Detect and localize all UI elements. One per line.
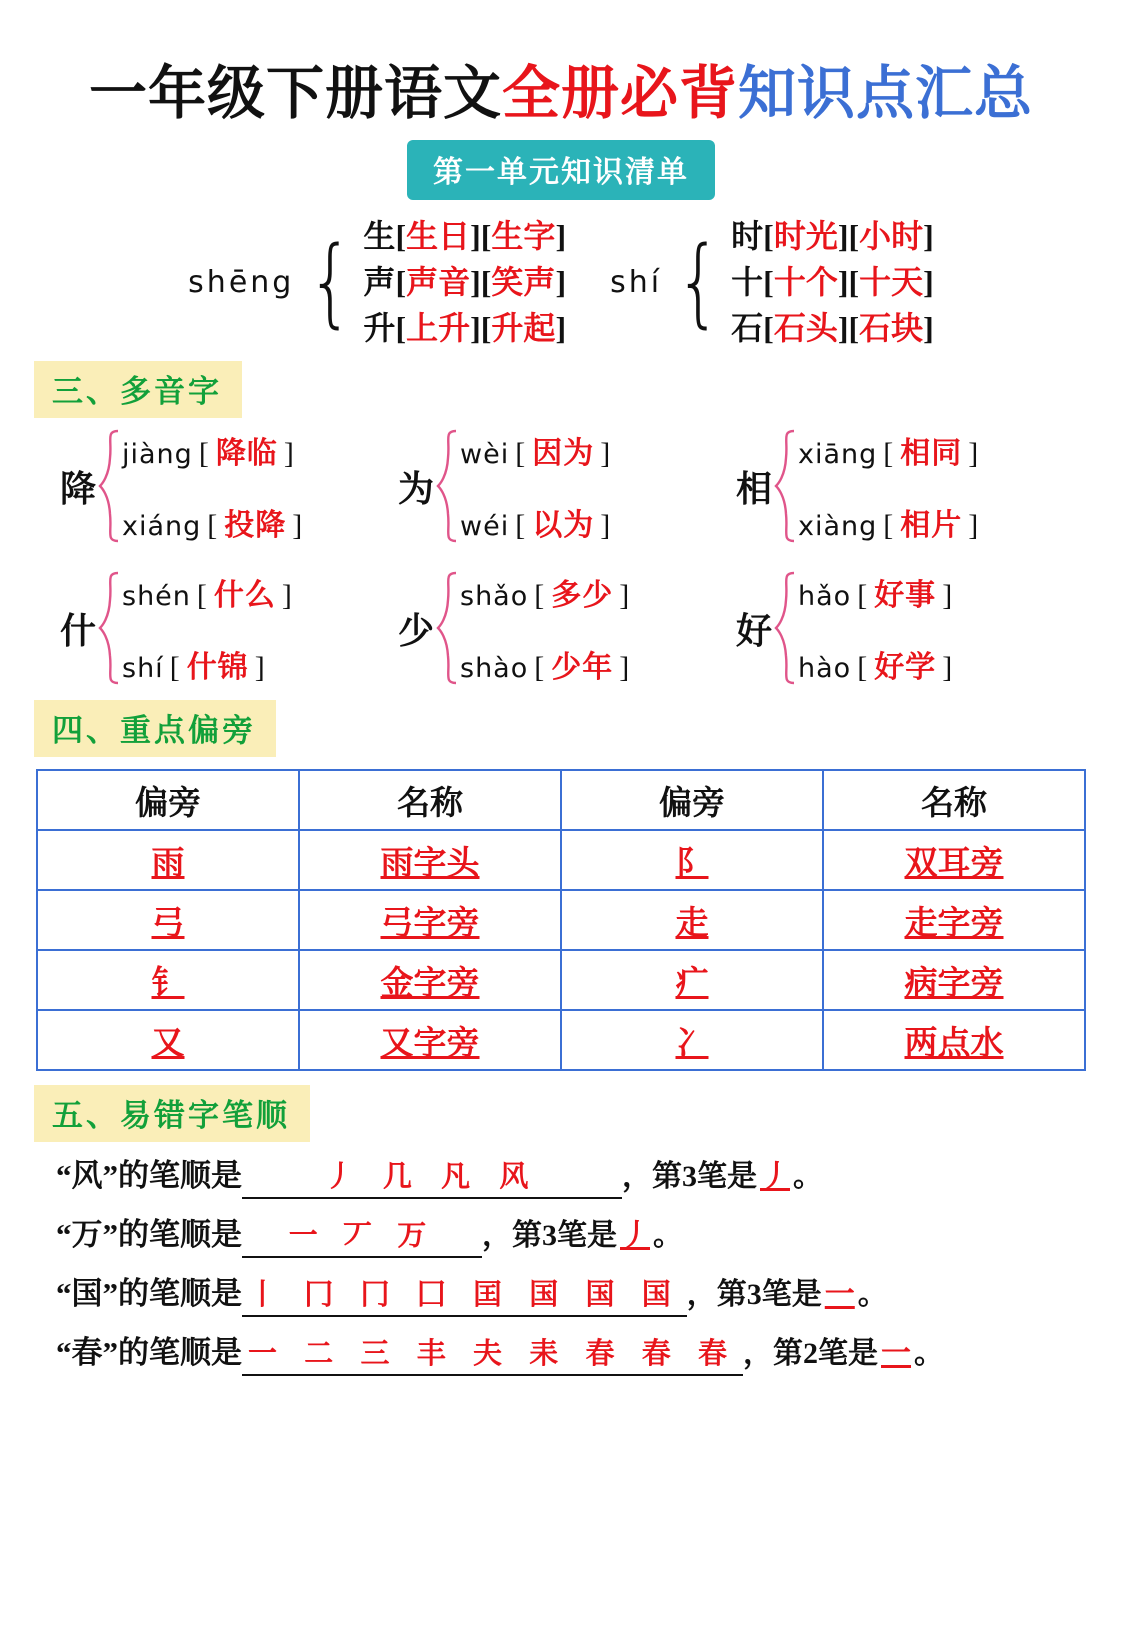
duoyinzi-line: shí [ 什锦 ] [122, 642, 293, 686]
table-cell: 走 [561, 890, 823, 950]
section-header-pianpang-wrap [0, 700, 1122, 757]
page-title [0, 46, 1122, 130]
bishun-list [0, 1150, 1122, 1376]
duoyinzi-item-jiang [52, 428, 372, 544]
bishun-prefix: “风”的笔顺是 [56, 1158, 242, 1194]
char: 时 [731, 218, 764, 254]
table-cell: 两点水 [823, 1010, 1085, 1070]
unit-banner-container [0, 140, 1122, 200]
bishun-suffix: ，第3笔是 [622, 1160, 757, 1194]
bishun-line [56, 1209, 1122, 1258]
table-cell: 走字旁 [823, 890, 1085, 950]
char: 十 [731, 263, 764, 300]
table-header-row [37, 770, 1085, 830]
word: 生日 [406, 218, 471, 254]
table-cell: 阝 [561, 830, 823, 890]
word: 以为 [532, 509, 595, 543]
duoyinzi-lines [798, 428, 979, 544]
pinyin: xiàng [798, 511, 878, 543]
table-cell: 冫 [561, 1010, 823, 1070]
brace-icon [774, 570, 796, 686]
brace-icon [98, 570, 120, 686]
pinyin: xiáng [122, 511, 202, 543]
char: 升 [363, 309, 396, 346]
duoyinzi-line: xiáng [ 投降 ] [122, 500, 303, 544]
duoyinzi-item-shao [390, 570, 710, 686]
bishun-answer: 一 [824, 1278, 855, 1312]
duoyinzi-row [0, 428, 1122, 544]
section-header-pianpang: 四、重点偏旁 [34, 700, 276, 757]
bishun-period: 。 [857, 1278, 888, 1312]
duoyinzi-line: wèi [ 因为 ] [460, 428, 611, 472]
section-header-bishun-wrap [0, 1085, 1122, 1142]
word: 声音 [406, 263, 471, 300]
duoyinzi-item-wei [390, 428, 710, 544]
bishun-strokes: 一 丆 万 [242, 1213, 482, 1258]
bishun-line [56, 1327, 1122, 1376]
section-header-duoyinzi: 三、多音字 [34, 361, 242, 418]
bishun-strokes: 丨 冂 冂 囗 囯 国 国 国 [242, 1272, 687, 1317]
pinyin: shào [460, 653, 529, 685]
bishun-suffix: ，第3笔是 [482, 1219, 617, 1253]
duoyinzi-row [0, 570, 1122, 686]
word: 十天 [859, 263, 924, 300]
duoyinzi-line: jiàng [ 降临 ] [122, 428, 303, 472]
pinyin: hǎo [798, 581, 852, 613]
brace-icon [98, 428, 120, 544]
pianpang-table-wrap [0, 769, 1122, 1071]
pinyin-lines-sheng [363, 218, 566, 347]
word: 升起 [491, 309, 556, 346]
bishun-prefix: “万”的笔顺是 [56, 1217, 242, 1253]
table-cell: 病字旁 [823, 950, 1085, 1010]
table-cell: 弓 [37, 890, 299, 950]
word: 上升 [406, 309, 471, 346]
table-cell: 又 [37, 1010, 299, 1070]
pinyin-lines-shi [731, 218, 934, 347]
bishun-period: 。 [653, 1219, 683, 1253]
word: 石头 [773, 309, 838, 346]
table-row [37, 950, 1085, 1010]
bishun-answer: 丿 [760, 1160, 790, 1194]
page-title-part3: 知识点汇总 [738, 61, 1034, 126]
word: 投降 [224, 509, 287, 543]
duoyinzi-char: 为 [397, 468, 434, 509]
duoyinzi-item-hao [728, 570, 1048, 686]
duoyinzi-lines [460, 428, 611, 544]
bishun-strokes: 一 二 三 丰 夫 耒 春 春 春 [242, 1331, 743, 1376]
pinyin-line: 升[上升][升起] [363, 309, 567, 346]
bishun-prefix: “春”的笔顺是 [56, 1335, 242, 1371]
pinyin: jiàng [122, 439, 193, 471]
bishun-answer: 丿 [620, 1219, 650, 1253]
duoyinzi-line: xiāng [ 相同 ] [798, 428, 979, 472]
pinyin-label-sheng: shēng [188, 265, 295, 301]
table-header-cell: 偏旁 [561, 770, 823, 830]
bishun-suffix: ，第3笔是 [686, 1278, 822, 1312]
duoyinzi-block [0, 428, 1122, 686]
table-cell: 弓字旁 [299, 890, 561, 950]
duoyinzi-lines [122, 428, 303, 544]
table-cell: 雨字头 [299, 830, 561, 890]
duoyinzi-item-shen [52, 570, 372, 686]
word: 多少 [551, 579, 614, 613]
duoyinzi-char: 相 [735, 468, 772, 509]
word: 降临 [215, 437, 278, 471]
pinyin: shǎo [460, 581, 529, 613]
table-row [37, 890, 1085, 950]
brace-icon [774, 428, 796, 544]
word: 小时 [859, 218, 924, 254]
table-cell: 双耳旁 [823, 830, 1085, 890]
page-title-part1: 一年级下册语文 [88, 61, 502, 126]
duoyinzi-char: 好 [735, 610, 772, 651]
table-row [37, 1010, 1085, 1070]
table-header-cell: 名称 [299, 770, 561, 830]
word: 十个 [773, 263, 838, 300]
word: 相片 [900, 509, 963, 543]
pinyin: wèi [460, 439, 510, 471]
pinyin: hào [798, 653, 852, 685]
bishun-line [56, 1150, 1122, 1199]
table-cell: 又字旁 [299, 1010, 561, 1070]
word: 什么 [213, 579, 276, 613]
word: 因为 [532, 437, 595, 471]
word: 生字 [491, 218, 556, 254]
duoyinzi-line: wéi [ 以为 ] [460, 500, 611, 544]
char: 石 [731, 309, 764, 346]
duoyinzi-line: hào [ 好学 ] [798, 642, 953, 686]
table-header-cell: 偏旁 [37, 770, 299, 830]
duoyinzi-lines [798, 570, 953, 686]
pinyin-line: 十[十个][十天] [731, 263, 934, 300]
word: 好事 [874, 579, 937, 613]
word: 什锦 [186, 651, 249, 685]
duoyinzi-line: shén [ 什么 ] [122, 570, 293, 614]
word: 石块 [859, 309, 924, 346]
pianpang-table [36, 769, 1086, 1071]
duoyinzi-line: xiàng [ 相片 ] [798, 500, 979, 544]
brace-icon [436, 570, 458, 686]
duoyinzi-lines [460, 570, 630, 686]
pinyin: shí [122, 653, 164, 685]
duoyinzi-line: shào [ 少年 ] [460, 642, 630, 686]
duoyinzi-line: hǎo [ 好事 ] [798, 570, 953, 614]
word: 好学 [874, 651, 937, 685]
duoyinzi-char: 少 [397, 610, 434, 651]
bishun-suffix: ，第2笔是 [743, 1337, 879, 1371]
table-cell: 雨 [37, 830, 299, 890]
word: 少年 [551, 651, 614, 685]
bishun-period: 。 [914, 1337, 945, 1371]
word: 时光 [773, 218, 838, 254]
bishun-prefix: “国”的笔顺是 [56, 1276, 242, 1312]
pinyin-line: 石[石头][石块] [731, 309, 934, 346]
duoyinzi-lines [122, 570, 293, 686]
pinyin-group-shi [610, 218, 934, 347]
bishun-period: 。 [793, 1160, 823, 1194]
section-header-duoyinzi-wrap [0, 361, 1122, 418]
pinyin-line: 时[时光][小时] [731, 218, 934, 254]
pinyin-label-shi: shí [610, 265, 663, 301]
duoyinzi-item-xiang [728, 428, 1048, 544]
char: 生 [363, 218, 396, 254]
brace-icon: { [307, 226, 354, 339]
duoyinzi-char: 降 [59, 468, 96, 509]
pinyin-groups [0, 218, 1122, 347]
duoyinzi-line: shǎo [ 多少 ] [460, 570, 630, 614]
pinyin-line: 生[生日][生字] [363, 218, 567, 254]
page-title-part2: 全册必背 [501, 61, 738, 126]
table-header-cell: 名称 [823, 770, 1085, 830]
pinyin-group-sheng [188, 218, 566, 347]
word: 笑声 [491, 263, 556, 300]
section-header-bishun: 五、易错字笔顺 [34, 1085, 310, 1142]
pinyin-line: 声[声音][笑声] [363, 263, 567, 300]
unit-banner: 第一单元知识清单 [407, 140, 715, 200]
char: 声 [363, 263, 396, 300]
table-row [37, 830, 1085, 890]
pinyin: wéi [460, 511, 510, 543]
bishun-answer: 一 [881, 1337, 912, 1371]
brace-icon [436, 428, 458, 544]
pinyin: shén [122, 581, 191, 613]
table-cell: 钅 [37, 950, 299, 1010]
brace-icon: { [675, 226, 722, 339]
table-cell: 疒 [561, 950, 823, 1010]
word: 相同 [900, 437, 963, 471]
bishun-line [56, 1268, 1122, 1317]
pinyin: xiāng [798, 439, 878, 471]
table-cell: 金字旁 [299, 950, 561, 1010]
duoyinzi-char: 什 [59, 610, 96, 651]
bishun-strokes: 丿 几 凡 风 [242, 1154, 622, 1199]
